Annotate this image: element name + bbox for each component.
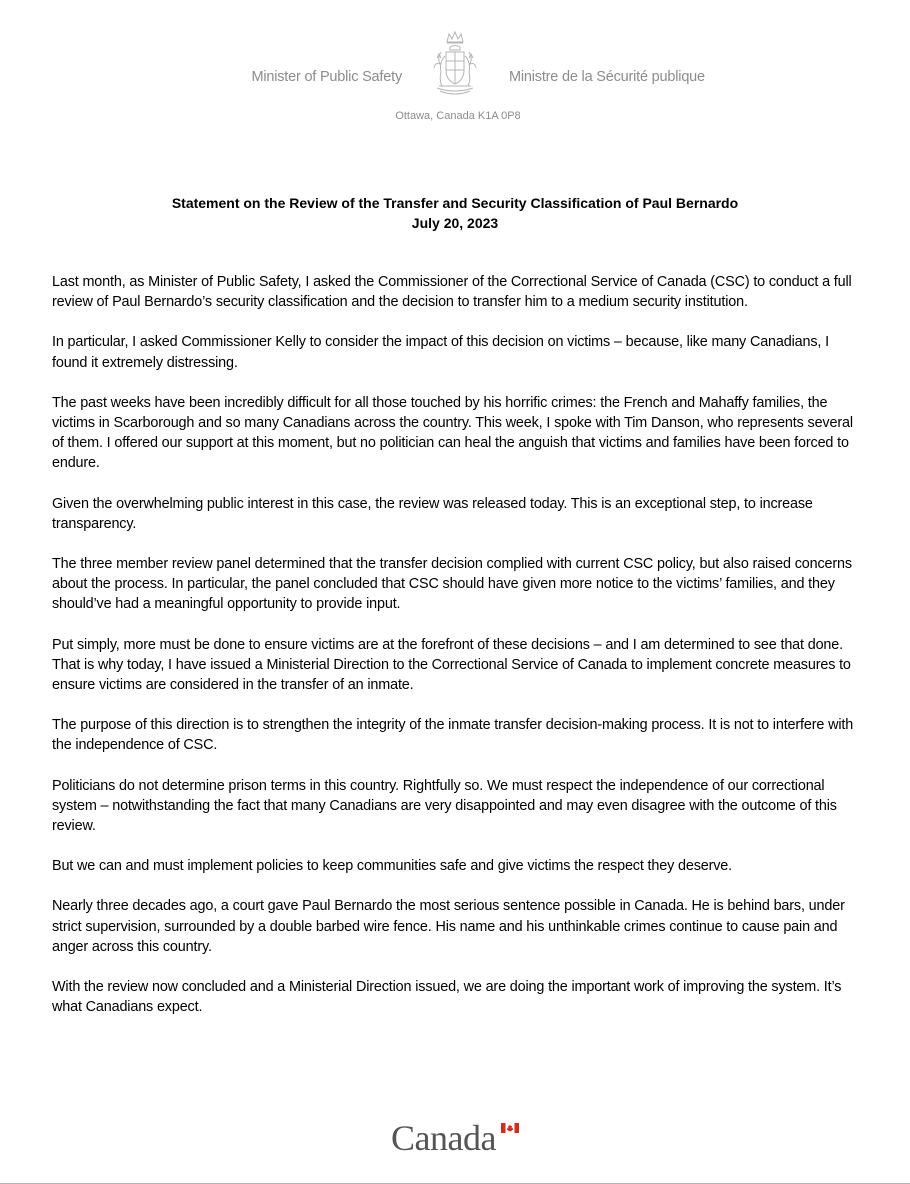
canada-wordmark-text: Canada <box>391 1118 496 1158</box>
paragraph: The past weeks have been incredibly difficult for all those touched by his horrific crimes: the French and Mahaffy families, the victims in Scarborough and so many Canadians across the country. This week, I spoke with Tim Danson, who represents several of them. I offered our support at this moment, but no politician can heal the anguish that victims and families have been forced to endure. <box>52 394 853 472</box>
coat-of-arms-icon <box>431 28 479 98</box>
paragraph: Nearly three decades ago, a court gave Paul Bernardo the most serious sentence possible in Canada. He is behind bars, under strict supervision, surrounded by a double barbed wire fence. His name and his unthinkable crimes continue to cause pain and anger across this country. <box>52 898 845 955</box>
canada-flag-icon <box>501 1123 519 1133</box>
statement-title: Statement on the Review of the Transfer and Security Classification of Paul Bernardo <box>171 195 739 211</box>
paragraph: But we can and must implement policies to keep communities safe and give victims the respect they deserve. <box>52 858 732 875</box>
paragraph: Last month, as Minister of Public Safety, I asked the Commissioner of the Correctional Service of Canada (CSC) to conduct a full review of Paul Bernardo’s security classification and the decision to transfer him to a medium security institution. <box>52 274 852 311</box>
paragraph: Politicians do not determine prison terms in this country. Rightfully so. We must respect the independence of our correctional system – notwithstanding the fact that many Canadians are very disappointed and may even disagree with the outcome of this review. <box>52 777 837 835</box>
statement-date: July 20, 2023 <box>411 215 499 231</box>
canada-wordmark <box>391 1118 526 1158</box>
statement-heading <box>0 193 910 233</box>
minister-title-english: Minister of Public Safety <box>251 69 402 85</box>
paragraph: Put simply, more must be done to ensure victims are at the forefront of these decisions – and I am determined to see that done. That is why today, I have issued a Ministerial Direction to the Correctional Service of Canada to implement concrete measures to ensure victims are considered in the transfer of an inmate. <box>52 636 851 694</box>
statement-body <box>52 272 864 1037</box>
mailing-address: Ottawa, Canada K1A 0P8 <box>395 110 521 122</box>
paragraph: The three member review panel determined that the transfer decision complied with current CSC policy, but also raised concerns about the process. In particular, the panel concluded that CSC should have given more notice to the victims’ families, and they should’ve had a meaningful opportunity to provide input. <box>52 556 852 613</box>
paragraph: With the review now concluded and a Ministerial Direction issued, we are doing the important work of improving the system. It’s what Canadians expect. <box>52 979 842 1016</box>
paragraph: In particular, I asked Commissioner Kelly to consider the impact of this decision on victims – because, like many Canadians, I found it extremely distressing. <box>52 334 829 371</box>
paragraph: Given the overwhelming public interest in this case, the review was released today. This is an exceptional step, to increase transparency. <box>52 495 813 532</box>
letterhead <box>0 0 910 140</box>
minister-title-french: Ministre de la Sécurité publique <box>509 69 705 85</box>
paragraph: The purpose of this direction is to strengthen the integrity of the inmate transfer decision-making process. It is not to interfere with the independence of CSC. <box>52 717 854 754</box>
